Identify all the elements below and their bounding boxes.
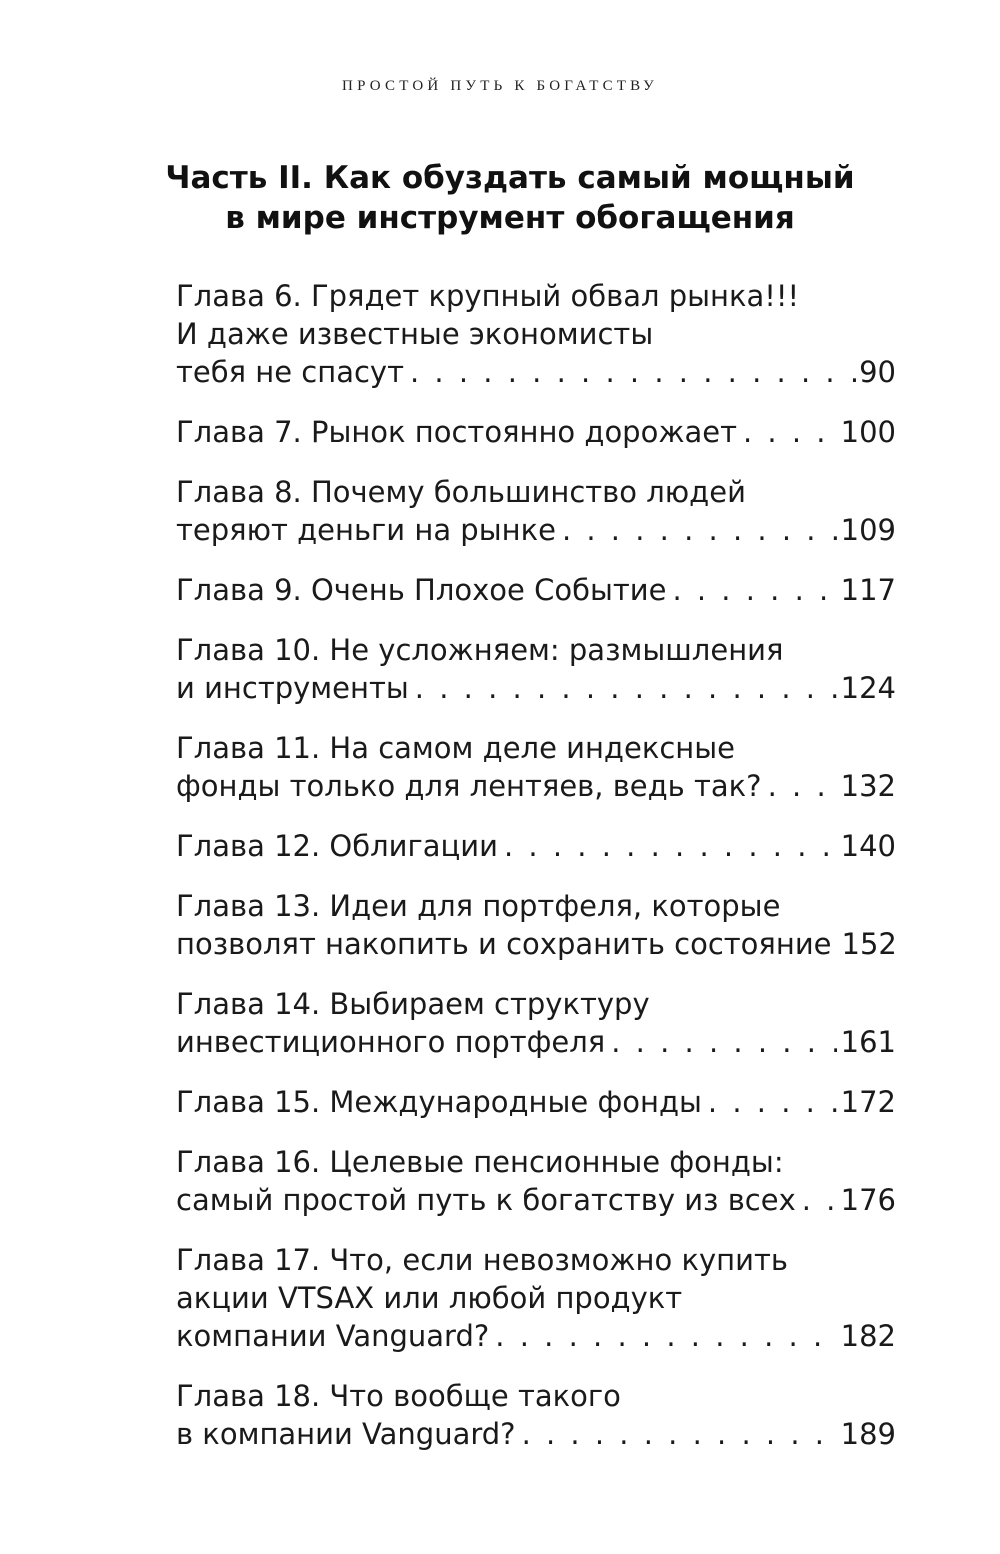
toc-entry-last-line [176, 1317, 896, 1355]
toc-entry-last-line [176, 413, 896, 451]
toc-page-number: 140 [840, 829, 896, 863]
toc-page-number: 176 [840, 1183, 896, 1217]
toc-entry [176, 1377, 896, 1453]
toc-entry-last-line [176, 925, 896, 963]
dot-leader [522, 1415, 837, 1453]
toc-page-number: 100 [840, 415, 896, 449]
toc-entry [176, 1083, 896, 1121]
toc-entry-text: Глава 9. Очень Плохое Событие [176, 573, 667, 607]
toc-page-number: 182 [840, 1319, 896, 1353]
toc-entry [176, 277, 896, 391]
toc-entry-text: Глава 18. Что вообще такого [176, 1379, 621, 1413]
toc-entry-text: Глава 15. Международные фонды [176, 1085, 702, 1119]
toc-page-number: 152 [841, 927, 897, 961]
toc-entry-last-line [176, 1023, 896, 1061]
dot-leader [743, 413, 837, 451]
toc-entry-last-line [176, 827, 896, 865]
toc-entry-text: Глава 11. На самом деле индексные [176, 731, 735, 765]
part-title [100, 158, 920, 238]
toc-entry [176, 1241, 896, 1355]
toc-page-number: 172 [840, 1085, 896, 1119]
running-head: ПРОСТОЙ ПУТЬ К БОГАТСТВУ [342, 78, 658, 94]
dot-leader [415, 669, 837, 707]
toc-entry-text: фонды только для лентяев, ведь так? [176, 769, 762, 803]
dot-leader [495, 1317, 836, 1355]
toc-entry [176, 985, 896, 1061]
dot-leader [768, 767, 837, 805]
toc-entry-last-line [176, 767, 896, 805]
toc-entry-text: теряют деньги на рынке [176, 513, 556, 547]
toc-entry [176, 827, 896, 865]
toc-page-number: 189 [840, 1417, 896, 1451]
toc-entry-last-line [176, 571, 896, 609]
toc-entry-text: Глава 14. Выбираем структуру [176, 987, 650, 1021]
dot-leader [672, 571, 836, 609]
dot-leader [611, 1023, 836, 1061]
toc-page-number: 109 [840, 513, 896, 547]
toc-entry-text: компании Vanguard? [176, 1319, 490, 1353]
toc-entry-text: Глава 7. Рынок постоянно дорожает [176, 415, 737, 449]
dot-leader [504, 827, 837, 865]
toc-entry-last-line [176, 669, 896, 707]
toc-entry-last-line [176, 1415, 896, 1453]
toc-entry-text: Глава 16. Целевые пенсионные фонды: [176, 1145, 784, 1179]
toc-entry [176, 473, 896, 549]
toc-entry [176, 631, 896, 707]
toc-entry [176, 413, 896, 451]
dot-leader [802, 1181, 837, 1219]
dot-leader [708, 1083, 837, 1121]
toc-page-number: 124 [840, 671, 896, 705]
dot-leader [562, 511, 837, 549]
toc-entry [176, 887, 896, 963]
toc-entry-text: позволят накопить и сохранить состояние [176, 927, 832, 961]
toc-entry-text: Глава 10. Не усложняем: размышления [176, 633, 784, 667]
toc-entry [176, 571, 896, 609]
toc-entry-last-line [176, 1181, 896, 1219]
toc-entry-text: Глава 8. Почему большинство людей [176, 475, 746, 509]
toc-page-number: 117 [840, 573, 896, 607]
toc-entry-text: акции VTSAX или любой продукт [176, 1281, 683, 1315]
toc-page-number: 132 [840, 769, 896, 803]
toc-entry-text: тебя не спасут [176, 355, 404, 389]
toc-entry-last-line [176, 511, 896, 549]
toc-entry-text: инвестиционного портфеля [176, 1025, 606, 1059]
toc-entry-text: Глава 17. Что, если невозможно купить [176, 1243, 788, 1277]
toc-entry-text: Глава 13. Идеи для портфеля, которые [176, 889, 781, 923]
toc-entry-last-line [176, 353, 896, 391]
dot-leader [410, 353, 846, 391]
part-title-line: Часть II. Как обуздать самый мощный [165, 160, 855, 196]
toc-entry [176, 729, 896, 805]
toc-entry [176, 1143, 896, 1219]
toc-entry-text: И даже известные экономисты [176, 317, 654, 351]
toc-page-number: .90 [849, 355, 896, 389]
toc-entry-text: самый простой путь к богатству из всех [176, 1183, 796, 1217]
toc-entry-text: Глава 12. Облигации [176, 829, 498, 863]
table-of-contents [176, 277, 896, 1475]
part-title-line: в мире инструмент обогащения [225, 200, 795, 236]
toc-entry-text: Глава 6. Грядет крупный обвал рынка!!! [176, 279, 800, 313]
toc-entry-text: в компании Vanguard? [176, 1417, 516, 1451]
toc-entry-last-line [176, 1083, 896, 1121]
toc-page-number: 161 [840, 1025, 896, 1059]
toc-entry-text: и инструменты [176, 671, 409, 705]
